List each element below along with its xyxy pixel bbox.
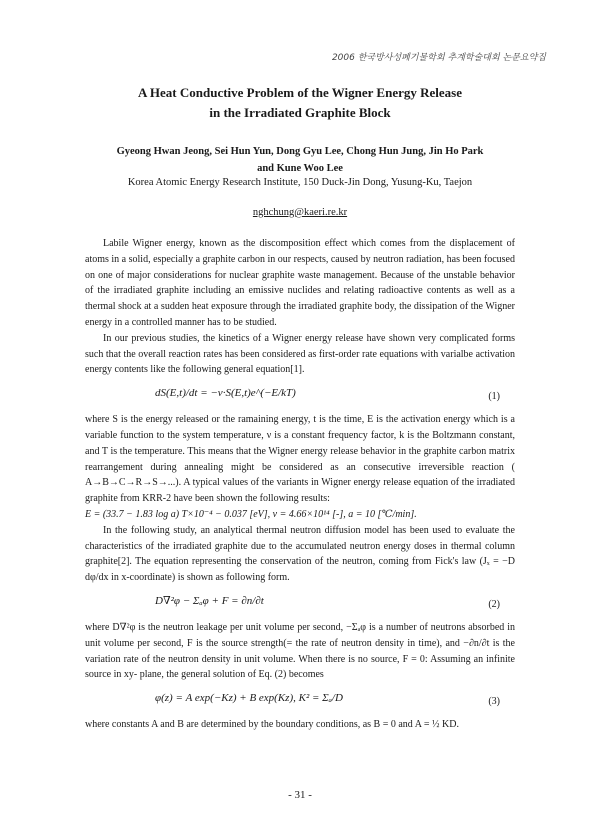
paragraph-variables: where S is the energy released or the ramaining energy, t is the time, E is the activation energy which is a variable function to the system temperature, ν is a constant frequency factor, k is the Boltzmann constant, and T is the temperature. This means that the Wigner energy release behavior in the graphite carbon matrix rearrangement during annealing might be considered as an consecutive irreversible reaction ( A→B→C→R→S→...). A typical values of the variants in Wigner energy release equation of the irradiated graphite from KRR-2 have been shown the following results: [85,414,515,505]
paragraph-kinetics: In our previous studies, the kinetics of a Wigner energy release have shown very complicated forms such that the overall reaction rates has been considered as first-order rate equations with varialbe activation energy contents like the following general equation[1]. [85,332,515,376]
equation-3-expression: φ(z) = A exp(−Kz) + B exp(Kz), K² = Σₐ/D [155,692,343,705]
paragraph-constants: where constants A and B are determined by the boundary conditions, as B = 0 and A = ½ KD. [85,719,459,731]
title-line-1: A Heat Conductive Problem of the Wigner Energy Release [137,85,462,100]
paragraph-diffusion: In the following study, an analytical thermal neutron diffusion model has been used to evaluate the characteristics of the irradiated graphite due to the accumulated neutron energy doses in thermal column graphite[2]. The equation representing the conservation of the neutron, coming from Fick's law (Jₓ = −D dφ/dx in x-coordinate) is shown as following form. [85,524,515,584]
title-line-2: in the Irradiated Graphite Block [209,105,391,120]
results-line: E = (33.7 − 1.83 log a) T×10⁻⁴ − 0.037 [eV], ν = 4.66×10¹⁴ [-], a = 10 [℃/min]. [85,508,417,520]
equation-1-expression: dS(E,t)/dt = −ν·S(E,t)e^(−E/kT) [155,387,296,400]
equation-2-number: (2) [488,598,500,610]
paper-body [85,236,515,733]
authors-line-2: and Kune Woo Lee [257,163,343,174]
paper-title [60,83,540,123]
affiliation: Korea Atomic Energy Research Institute, 150 Duck-Jin Dong, Yusung-Ku, Taejon [127,177,473,188]
equation-3 [85,685,515,715]
equation-1-number: (1) [488,391,500,403]
authors-line-1: Gyeong Hwan Jeong, Sei Hun Yun, Dong Gyu Lee, Chong Hun Jung, Jin Ho Park [116,146,484,157]
author-list [60,143,540,177]
page-number: - 31 - [288,789,312,801]
author-email[interactable]: nghchung@kaeri.re.kr [252,207,348,218]
paragraph-leakage: where D∇²φ is the neutron leakage per unit volume per second, −Σₐφ is a number of neutrons absorbed in unit volume per second, F is the source strength(= the rate of neutron density in time), and −∂n/∂t is the variation rate of the neutron density in unit volume. When there is no source, F = 0: Assuming an infinite source in xy- plane, the general solution of Eq. (2) becomes [85,621,515,681]
equation-3-number: (3) [488,696,500,708]
equation-1 [85,380,515,410]
equation-2-expression: D∇²φ − Σₐφ + F = ∂n/∂t [155,594,264,607]
paragraph-intro: Labile Wigner energy, known as the discomposition effect which comes from the displacement of atoms in a solid, especially a graphite carbon in our respects, caused by neutron radiation, has been focused on one of major considerations for nuclear graphite waste management. Because of the unstable behavior of the irradiated graphite including an emissive nuclides and relating radioactive contents as well as a thermal shock at a sudden heat exposure through the irradiated graphite body, the dissipation of the Wigner energy in a controlled manner has to be studied. [85,238,515,328]
equation-2 [85,588,515,618]
conference-header: 2006 한국방사성폐기물학회 추계학술대회 논문요약집 [331,53,546,63]
